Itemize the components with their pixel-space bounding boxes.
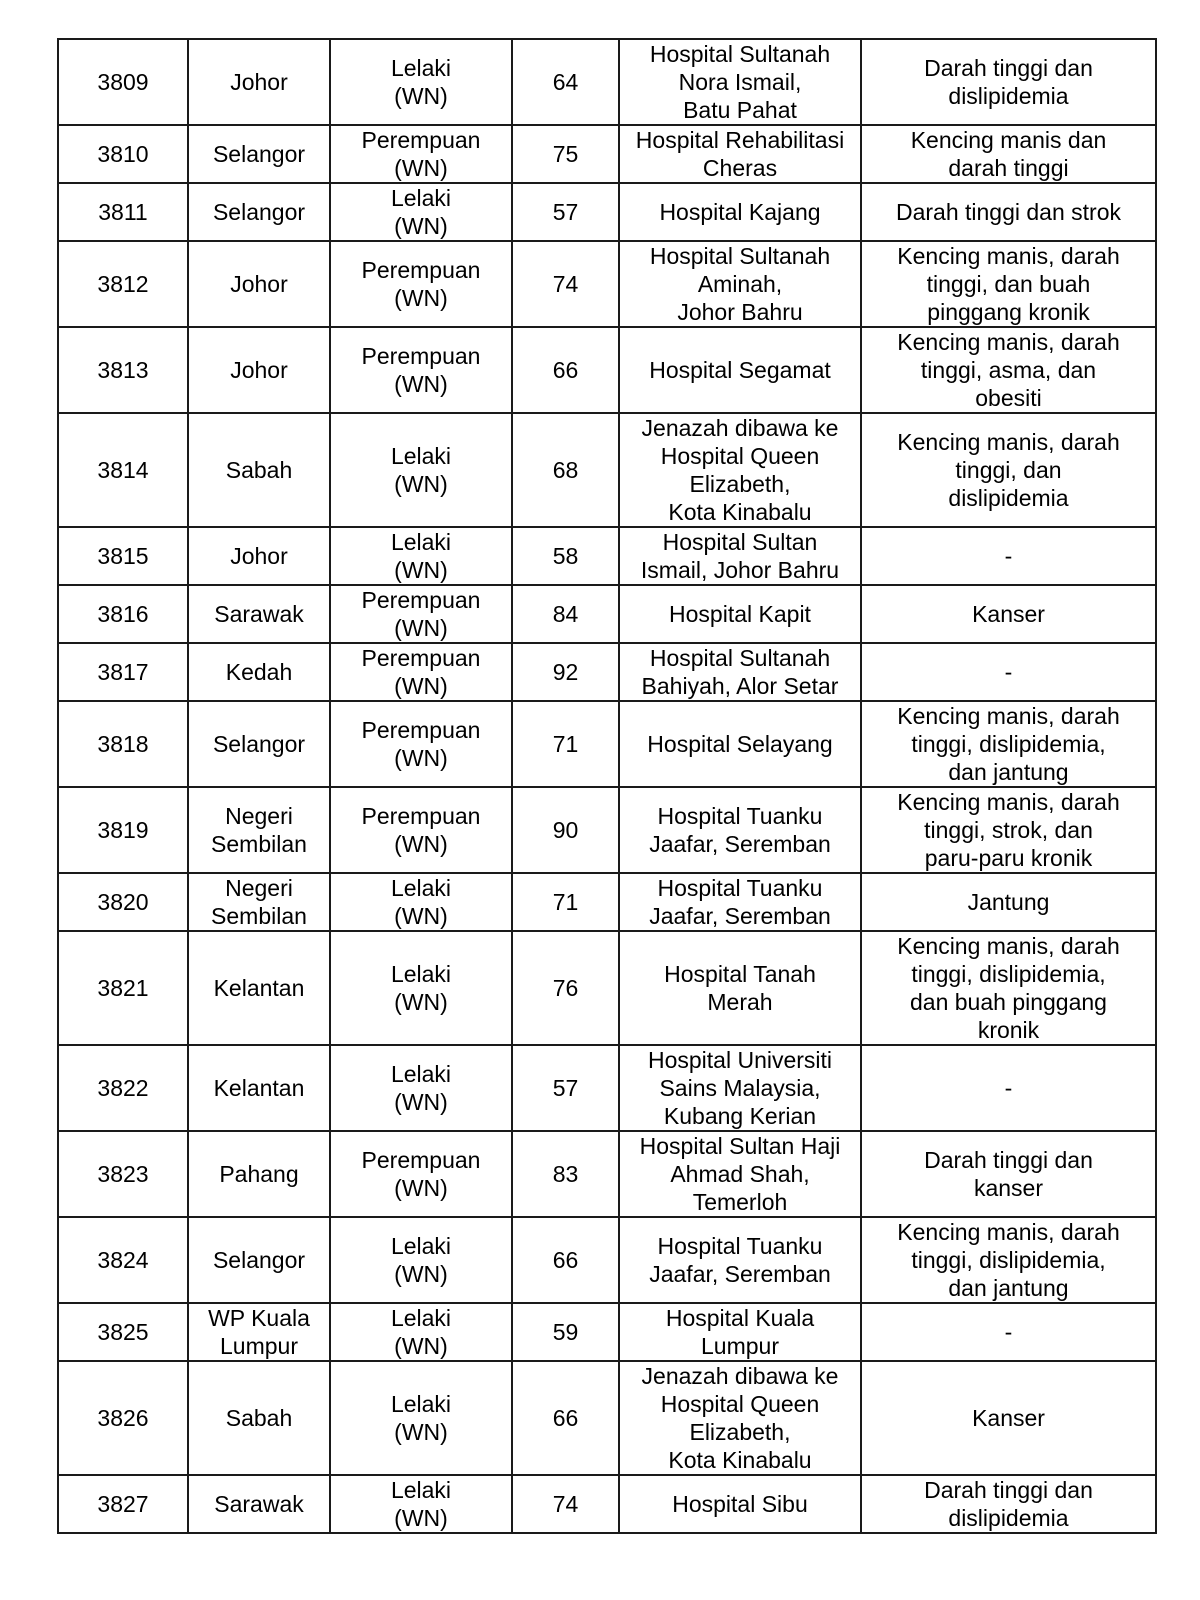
- state-cell: Selangor: [188, 183, 330, 241]
- case-number-cell: 3827: [58, 1475, 188, 1533]
- state-cell: Kelantan: [188, 1045, 330, 1131]
- age-cell: 64: [512, 39, 619, 125]
- table-row: [58, 125, 1156, 183]
- hospital-cell: Jenazah dibawa ke Hospital Queen Elizabeth, Kota Kinabalu: [619, 1361, 861, 1475]
- comorbidity-cell: Kanser: [861, 585, 1156, 643]
- case-number-cell: 3817: [58, 643, 188, 701]
- comorbidity-cell: -: [861, 643, 1156, 701]
- gender-cell: Perempuan (WN): [330, 125, 512, 183]
- comorbidity-cell: Kencing manis, darah tinggi, strok, dan paru-paru kronik: [861, 787, 1156, 873]
- hospital-cell: Hospital Segamat: [619, 327, 861, 413]
- hospital-cell: Hospital Tuanku Jaafar, Seremban: [619, 873, 861, 931]
- age-cell: 68: [512, 413, 619, 527]
- gender-cell: Perempuan (WN): [330, 241, 512, 327]
- hospital-cell: Hospital Kuala Lumpur: [619, 1303, 861, 1361]
- case-number-cell: 3814: [58, 413, 188, 527]
- hospital-cell: Hospital Kapit: [619, 585, 861, 643]
- state-cell: Sabah: [188, 413, 330, 527]
- age-cell: 74: [512, 1475, 619, 1533]
- gender-cell: Lelaki (WN): [330, 931, 512, 1045]
- gender-cell: Perempuan (WN): [330, 327, 512, 413]
- state-cell: Selangor: [188, 701, 330, 787]
- table-row: [58, 701, 1156, 787]
- comorbidity-cell: Jantung: [861, 873, 1156, 931]
- hospital-cell: Hospital Sultan Haji Ahmad Shah, Temerloh: [619, 1131, 861, 1217]
- state-cell: Sabah: [188, 1361, 330, 1475]
- table-row: [58, 1217, 1156, 1303]
- comorbidity-cell: Kanser: [861, 1361, 1156, 1475]
- age-cell: 74: [512, 241, 619, 327]
- case-number-cell: 3819: [58, 787, 188, 873]
- age-cell: 90: [512, 787, 619, 873]
- table-row: [58, 1131, 1156, 1217]
- state-cell: Negeri Sembilan: [188, 873, 330, 931]
- case-number-cell: 3823: [58, 1131, 188, 1217]
- table-row: [58, 327, 1156, 413]
- state-cell: Johor: [188, 39, 330, 125]
- case-number-cell: 3822: [58, 1045, 188, 1131]
- case-number-cell: 3820: [58, 873, 188, 931]
- gender-cell: Perempuan (WN): [330, 787, 512, 873]
- gender-cell: Lelaki (WN): [330, 1045, 512, 1131]
- state-cell: Pahang: [188, 1131, 330, 1217]
- case-number-cell: 3821: [58, 931, 188, 1045]
- comorbidity-cell: Kencing manis, darah tinggi, dan buah pinggang kronik: [861, 241, 1156, 327]
- comorbidity-cell: -: [861, 527, 1156, 585]
- state-cell: Selangor: [188, 1217, 330, 1303]
- gender-cell: Lelaki (WN): [330, 413, 512, 527]
- cases-table: [57, 38, 1157, 1534]
- age-cell: 71: [512, 701, 619, 787]
- gender-cell: Perempuan (WN): [330, 1131, 512, 1217]
- gender-cell: Lelaki (WN): [330, 39, 512, 125]
- case-number-cell: 3813: [58, 327, 188, 413]
- table-row: [58, 873, 1156, 931]
- hospital-cell: Hospital Tuanku Jaafar, Seremban: [619, 787, 861, 873]
- table-row: [58, 413, 1156, 527]
- table-row: [58, 527, 1156, 585]
- table-row: [58, 1361, 1156, 1475]
- age-cell: 66: [512, 1217, 619, 1303]
- case-number-cell: 3815: [58, 527, 188, 585]
- table-row: [58, 39, 1156, 125]
- table-row: [58, 1475, 1156, 1533]
- hospital-cell: Hospital Rehabilitasi Cheras: [619, 125, 861, 183]
- hospital-cell: Hospital Kajang: [619, 183, 861, 241]
- gender-cell: Lelaki (WN): [330, 183, 512, 241]
- hospital-cell: Jenazah dibawa ke Hospital Queen Elizabeth, Kota Kinabalu: [619, 413, 861, 527]
- table-row: [58, 585, 1156, 643]
- gender-cell: Perempuan (WN): [330, 701, 512, 787]
- age-cell: 75: [512, 125, 619, 183]
- table-row: [58, 643, 1156, 701]
- gender-cell: Lelaki (WN): [330, 873, 512, 931]
- hospital-cell: Hospital Universiti Sains Malaysia, Kubang Kerian: [619, 1045, 861, 1131]
- state-cell: Kelantan: [188, 931, 330, 1045]
- hospital-cell: Hospital Sultanah Bahiyah, Alor Setar: [619, 643, 861, 701]
- age-cell: 84: [512, 585, 619, 643]
- state-cell: Kedah: [188, 643, 330, 701]
- state-cell: Johor: [188, 327, 330, 413]
- comorbidity-cell: Darah tinggi dan dislipidemia: [861, 1475, 1156, 1533]
- state-cell: WP Kuala Lumpur: [188, 1303, 330, 1361]
- gender-cell: Lelaki (WN): [330, 1475, 512, 1533]
- age-cell: 66: [512, 327, 619, 413]
- case-number-cell: 3812: [58, 241, 188, 327]
- gender-cell: Lelaki (WN): [330, 527, 512, 585]
- gender-cell: Perempuan (WN): [330, 585, 512, 643]
- case-number-cell: 3825: [58, 1303, 188, 1361]
- comorbidity-cell: Kencing manis, darah tinggi, dislipidemia, dan jantung: [861, 1217, 1156, 1303]
- age-cell: 59: [512, 1303, 619, 1361]
- table-row: [58, 241, 1156, 327]
- state-cell: Negeri Sembilan: [188, 787, 330, 873]
- age-cell: 92: [512, 643, 619, 701]
- comorbidity-cell: Kencing manis dan darah tinggi: [861, 125, 1156, 183]
- comorbidity-cell: Kencing manis, darah tinggi, dislipidemia, dan buah pinggang kronik: [861, 931, 1156, 1045]
- case-number-cell: 3824: [58, 1217, 188, 1303]
- cases-table-body: [58, 39, 1156, 1533]
- state-cell: Johor: [188, 241, 330, 327]
- comorbidity-cell: -: [861, 1045, 1156, 1131]
- gender-cell: Lelaki (WN): [330, 1217, 512, 1303]
- table-row: [58, 787, 1156, 873]
- age-cell: 71: [512, 873, 619, 931]
- state-cell: Johor: [188, 527, 330, 585]
- age-cell: 57: [512, 1045, 619, 1131]
- case-number-cell: 3818: [58, 701, 188, 787]
- hospital-cell: Hospital Sultan Ismail, Johor Bahru: [619, 527, 861, 585]
- age-cell: 66: [512, 1361, 619, 1475]
- state-cell: Selangor: [188, 125, 330, 183]
- comorbidity-cell: Darah tinggi dan kanser: [861, 1131, 1156, 1217]
- age-cell: 76: [512, 931, 619, 1045]
- age-cell: 57: [512, 183, 619, 241]
- state-cell: Sarawak: [188, 585, 330, 643]
- gender-cell: Lelaki (WN): [330, 1303, 512, 1361]
- hospital-cell: Hospital Tanah Merah: [619, 931, 861, 1045]
- comorbidity-cell: Kencing manis, darah tinggi, dan dislipidemia: [861, 413, 1156, 527]
- case-number-cell: 3809: [58, 39, 188, 125]
- age-cell: 58: [512, 527, 619, 585]
- case-number-cell: 3811: [58, 183, 188, 241]
- hospital-cell: Hospital Sultanah Nora Ismail, Batu Pahat: [619, 39, 861, 125]
- comorbidity-cell: Kencing manis, darah tinggi, asma, dan obesiti: [861, 327, 1156, 413]
- table-row: [58, 1045, 1156, 1131]
- table-row: [58, 931, 1156, 1045]
- comorbidity-cell: -: [861, 1303, 1156, 1361]
- gender-cell: Perempuan (WN): [330, 643, 512, 701]
- case-number-cell: 3826: [58, 1361, 188, 1475]
- comorbidity-cell: Darah tinggi dan strok: [861, 183, 1156, 241]
- case-number-cell: 3810: [58, 125, 188, 183]
- age-cell: 83: [512, 1131, 619, 1217]
- gender-cell: Lelaki (WN): [330, 1361, 512, 1475]
- table-row: [58, 1303, 1156, 1361]
- table-row: [58, 183, 1156, 241]
- case-number-cell: 3816: [58, 585, 188, 643]
- hospital-cell: Hospital Sultanah Aminah, Johor Bahru: [619, 241, 861, 327]
- state-cell: Sarawak: [188, 1475, 330, 1533]
- hospital-cell: Hospital Sibu: [619, 1475, 861, 1533]
- hospital-cell: Hospital Tuanku Jaafar, Seremban: [619, 1217, 861, 1303]
- comorbidity-cell: Darah tinggi dan dislipidemia: [861, 39, 1156, 125]
- comorbidity-cell: Kencing manis, darah tinggi, dislipidemia, dan jantung: [861, 701, 1156, 787]
- hospital-cell: Hospital Selayang: [619, 701, 861, 787]
